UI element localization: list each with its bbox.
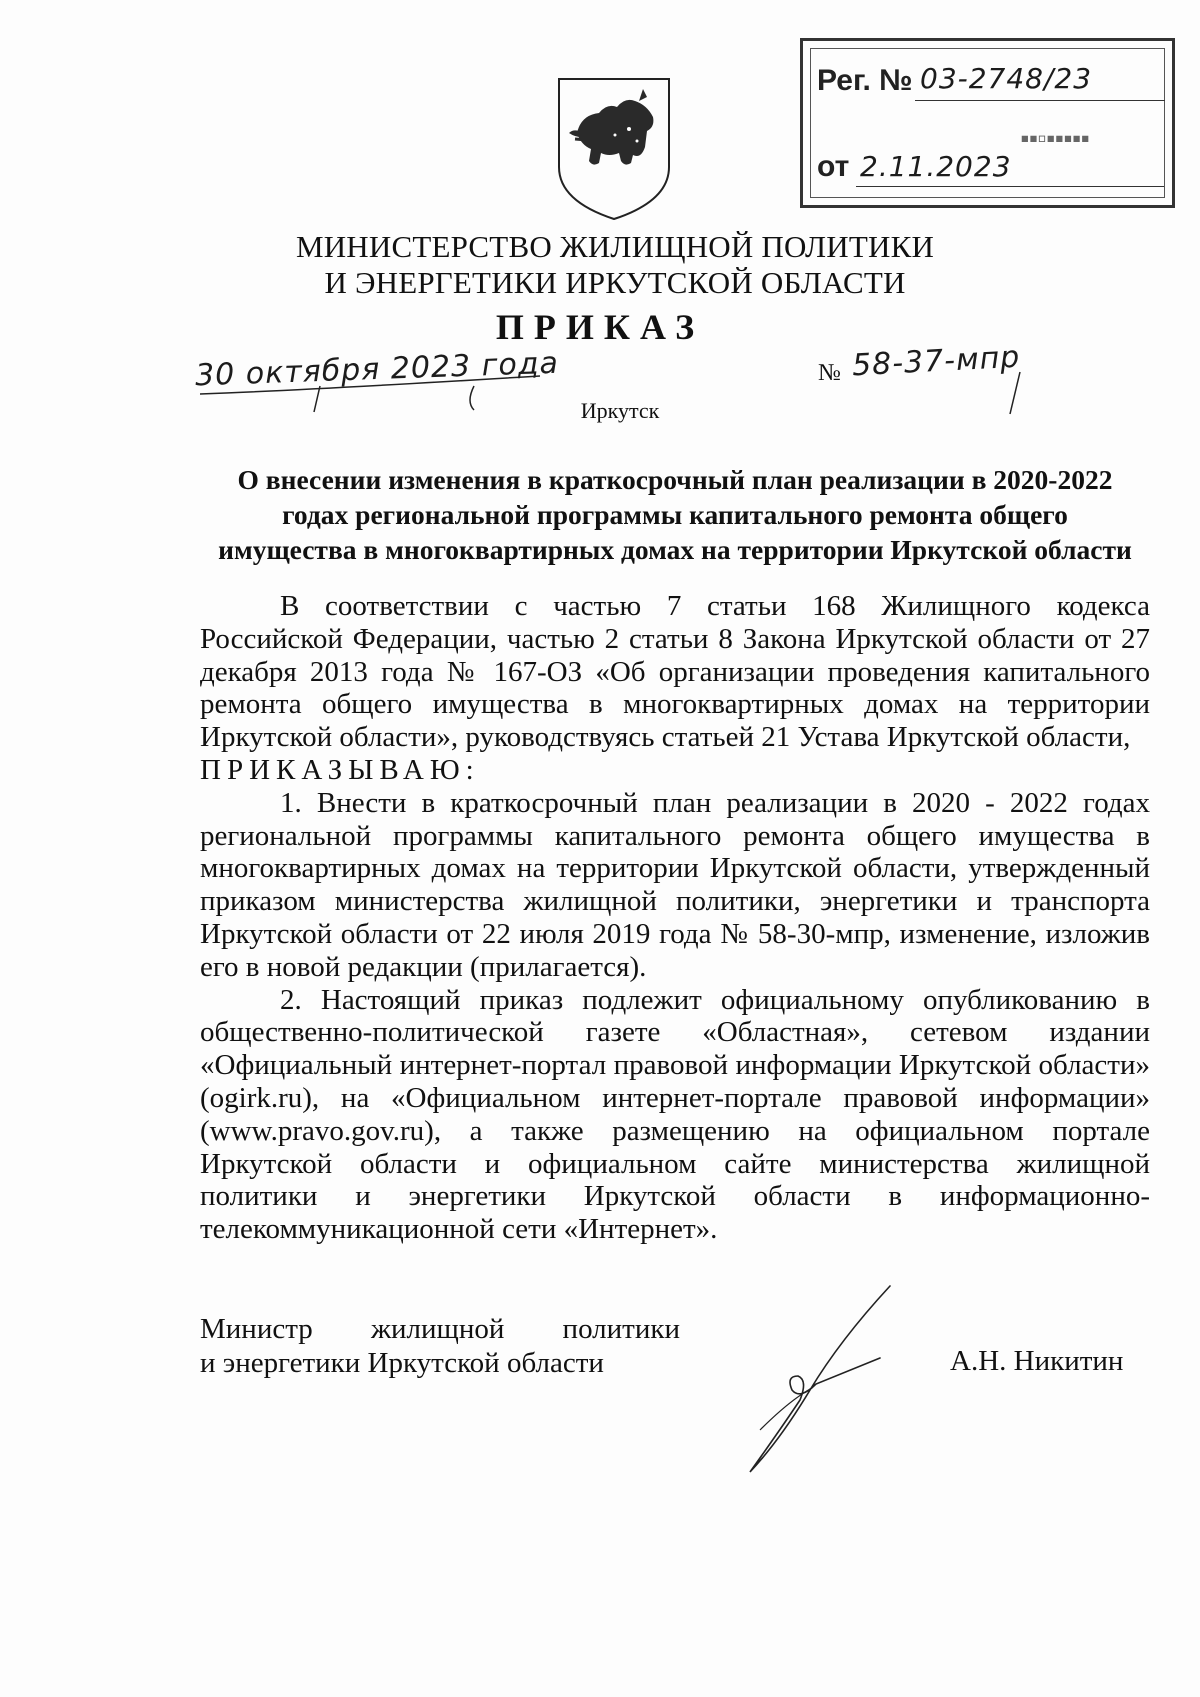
- reg-number-value: 03-2748/23: [920, 62, 1093, 95]
- subject-line3: имущества в многоквартирных домах на территории Иркутской области: [218, 534, 1132, 565]
- document-type-title: ПРИКАЗ: [495, 307, 705, 347]
- reg-date-value: 2.11.2023: [860, 150, 1012, 183]
- reg-date-underline: [856, 186, 1164, 187]
- order-subject: [200, 462, 1150, 567]
- order-word: ПРИКАЗЫВАЮ:: [200, 753, 480, 786]
- position-word-2: жилищной: [370, 1313, 505, 1345]
- order-date-handwritten: 30 октября 2023 года: [194, 345, 560, 394]
- stamp-smudge: ▪▪▫▪▪▪▪▪: [1020, 128, 1090, 147]
- reg-number-underline: [915, 100, 1165, 101]
- ministry-name-line2: И ЭНЕРГЕТИКИ ИРКУТСКОЙ ОБЛАСТИ: [324, 265, 906, 300]
- order-number-handwritten: 58-37-мпр: [851, 339, 1022, 384]
- signatory-position: [200, 1312, 680, 1380]
- order-item-1: 1. Внести в краткосрочный план реализации в 2020 - 2022 годах региональной программы капитального ремонта общего имущества в многоквартирных домах на территории Иркутской области, утвержденный приказом министерства жилищной политики, энергетики и транспорта Иркутской области от 22 июля 2019 года № 58-30-мпр, изменение, изложив его в новой редакции (прилагается).: [200, 786, 1150, 983]
- order-item-2: 2. Настоящий приказ подлежит официальному опубликованию в общественно-политической газете «Областная», сетевом издании «Официальный интернет-портал правовой информации Иркутской области» (ogirk.ru), на «Официальном интернет-портале правовой информации» (www.pravo.gov.ru), а также размещению на официальном портале Иркутской области и официальном сайте министерства жилищной политики и энергетики Иркутской области в информационно-телекоммуникационной сети «Интернет».: [200, 983, 1150, 1246]
- order-body: [200, 590, 1150, 1246]
- ministry-name-line1: МИНИСТЕРСТВО ЖИЛИЩНОЙ ПОЛИТИКИ: [295, 229, 935, 264]
- coat-of-arms-icon: [555, 75, 673, 223]
- city-name: Иркутск: [580, 398, 660, 423]
- position-word-1: Министр: [200, 1313, 313, 1345]
- reg-date-label: от: [817, 150, 850, 183]
- reg-number-label: Рег. №: [817, 64, 913, 97]
- subject-line1: О внесении изменения в краткосрочный план реализации в 2020-2022: [237, 464, 1113, 495]
- position-line-2: и энергетики Иркутской области: [200, 1347, 604, 1379]
- subject-line2: годах региональной программы капитального ремонта общего: [282, 499, 1068, 530]
- position-word-3: политики: [562, 1313, 680, 1345]
- order-number-label: №: [818, 360, 841, 386]
- handwritten-signature-icon: [720, 1280, 900, 1480]
- preamble-paragraph: В соответствии с частью 7 статьи 168 Жилищного кодекса Российской Федерации, частью 2 статьи 8 Закона Иркутской области от 27 декабря 2013 года № 167-ОЗ «Об организации проведения капитального ремонта общего имущества в многоквартирных домах на территории Иркутской области», руководствуясь статьей 21 Устава Иркутской области,: [200, 590, 1150, 754]
- signer-name: А.Н. Никитин: [950, 1345, 1124, 1377]
